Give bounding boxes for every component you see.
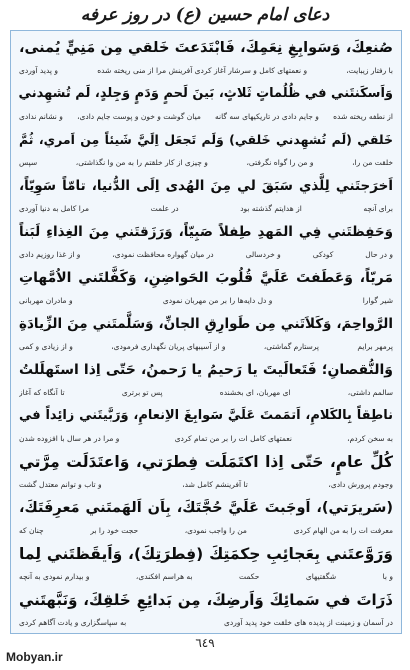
prayer-line	[19, 263, 393, 311]
arabic-text: مَريّاً، وَعَطَفتَ عَلَيَّ قُلُوبَ الحَواضِنِ، وَكَفَّلتَني الاُمَّهاتِ	[19, 270, 393, 286]
translation-segment: و با	[382, 572, 393, 581]
translation-segment: و از غذا روزیم دادی	[19, 250, 81, 259]
translation-segment: و بیدارم نمودی به آنچه	[19, 572, 90, 581]
persian-translation	[19, 248, 393, 262]
translation-segment: سالمم داشتی،	[347, 388, 393, 397]
prayer-text-panel	[10, 30, 402, 634]
translation-segment: من را واجب نمودی،	[184, 526, 247, 535]
translation-segment: و مادران مهربانی	[19, 296, 73, 305]
translation-segment: در آسمان و زمینت از پدیده های خلقت خود پدید آوردی	[224, 618, 393, 627]
persian-translation	[19, 570, 393, 584]
persian-translation	[19, 386, 393, 400]
translation-segment: و تاب و توانم معتدل گشت	[19, 480, 102, 489]
translation-segment: میان گوشت و خون و پوست جایم دادی،	[77, 112, 201, 121]
translation-segment: به سخن کردم،	[347, 434, 393, 443]
translation-segment: پرستارم گماشتی،	[263, 342, 320, 351]
prayer-line	[19, 401, 393, 449]
translation-segment: نعمتهای کامل ات را بر من تمام کردی	[174, 434, 292, 443]
translation-segment: در علمت	[150, 204, 179, 213]
page-header	[0, 0, 410, 30]
translation-segment: در میان گهواره محافظت نمودی،	[112, 250, 214, 259]
persian-translation	[19, 156, 393, 170]
translation-segment: سپس	[19, 158, 38, 167]
translation-segment: تا آنگاه که آغاز	[19, 388, 65, 397]
translation-segment: و دل دایه‌ها را بر من مهربان نمودی	[162, 296, 273, 305]
prayer-line	[19, 171, 393, 219]
translation-segment: و در حال	[365, 250, 393, 259]
translation-segment: ای مهربان، ای بخشنده	[219, 388, 291, 397]
site-watermark: Mobyan.ir	[6, 650, 63, 664]
prayer-line	[19, 585, 393, 633]
persian-translation	[19, 64, 393, 78]
prayer-line	[19, 217, 393, 265]
translation-segment: و از آسیبهای پریان نگهداری فرمودی،	[111, 342, 226, 351]
translation-segment: مرا کامل به دنیا آوردی	[19, 204, 89, 213]
prayer-line	[19, 309, 393, 357]
prayer-line	[19, 539, 393, 587]
persian-translation	[19, 110, 393, 124]
prayer-line	[19, 447, 393, 495]
translation-segment: حجت خود را بر	[90, 526, 139, 535]
translation-segment: و جایم دادی در تاریکیهای سه گانه	[215, 112, 319, 121]
translation-segment: شیر گوارا	[362, 296, 393, 305]
translation-segment: و از زیادی و کمی	[19, 342, 73, 351]
translation-segment: و پدید آوردی	[19, 66, 58, 75]
prayer-line	[19, 33, 393, 81]
translation-segment: و نشانم ندادی	[19, 112, 63, 121]
translation-segment: چنان که	[19, 526, 44, 535]
persian-translation	[19, 478, 393, 492]
arabic-text: الرَّواحِمَ، وَكَلاَتَني مِن طَوارِقِ الجانِّ، وَسَلَّمتَني مِنَ الزِّيادَةِ	[19, 316, 393, 332]
translation-segment: کودکی	[312, 250, 334, 259]
arabic-text: كُلِّ عامٍ، حَتّى اِذا اكتَمَلَت فِطرَتي، وَاعتَدَلَت مِرَّتي	[19, 453, 393, 471]
persian-translation	[19, 340, 393, 354]
arabic-text: صُنعِكَ، وَسَوابِغِ نِعَمِكَ، فَابْتَدَعتَ خَلقي مِن مَنِيٍّ يُمنى،	[19, 40, 393, 56]
translation-segment: و خردسالی	[245, 250, 281, 259]
persian-translation	[19, 524, 393, 538]
translation-segment: تا آفرینشم کامل شد،	[182, 480, 248, 489]
arabic-text: وَرَوَّعتَني بِعَجائِبِ حِكمَتِكَ (فِطرَتِكَ)، وَاَيقَظتَني لِما	[19, 545, 393, 563]
translation-segment: برای آنچه	[363, 204, 393, 213]
arabic-text: وَالنُّقصانِ؛ فَتَعالَيتَ يا رَحيمُ يا رَحمنُ، حَتّى اِذا استَهلَلتُ	[19, 362, 393, 378]
translation-segment: وجودم پرورش دادی،	[328, 480, 393, 489]
prayer-line	[19, 79, 393, 127]
translation-segment: و نعمتهای کامل و سرشار آغاز کردی آفرینش مرا از منی ریخته شده	[97, 66, 308, 75]
translation-segment: حکمت	[238, 572, 260, 581]
translation-segment: از نطفه ریخته شده	[333, 112, 393, 121]
translation-segment: معرفت ات را به من الهام کردی	[293, 526, 393, 535]
arabic-text: اَخرَجتَني لِلَّذي سَبَقَ لي مِنَ الهُدى اِلَى الدُّنيا، تامّاً سَوِيّاً،	[19, 178, 393, 194]
translation-segment: و مرا در هر سال با افزوده شدن	[19, 434, 120, 443]
translation-segment: پس تو برتری	[121, 388, 163, 397]
persian-translation	[19, 616, 393, 630]
arabic-text: خَلقي (لَم تُشهِدني خَلقي) وَلَم تَجعَل اِلَيَّ شَيئاً مِن اَمري، ثُمَّ	[19, 132, 393, 147]
translation-segment: شگفتیهای	[305, 572, 337, 581]
translation-segment: و من را گواه نگرفتی،	[246, 158, 314, 167]
arabic-text: وَحَفِظتَني فِي المَهدِ طِفلاً صَبِيّاً، وَرَزَقتَني مِنَ الغِذاءِ لَبَناً	[19, 224, 393, 240]
arabic-text: ناطِقاً بِالكَلامِ، اَتمَمتَ عَلَيَّ سَوابِغَ الاِنعامِ، وَرَبَّيتَني زائِداً في	[19, 408, 393, 423]
translation-segment: پرمهر برایم	[357, 342, 393, 351]
translation-segment: از هدایتم گذشته بود	[240, 204, 302, 213]
translation-segment: و چیزی از کار خلقتم را به من وا نگذاشتی،	[75, 158, 208, 167]
prayer-line	[19, 355, 393, 403]
translation-segment: خلقت من را،	[352, 158, 393, 167]
persian-translation	[19, 294, 393, 308]
translation-segment: به هراسم افکندی،	[135, 572, 193, 581]
persian-translation	[19, 432, 393, 446]
prayer-line	[19, 125, 393, 173]
persian-translation	[19, 202, 393, 216]
arabic-text: (سَريرَتي)، اَوجَبتَ عَلَيَّ حُجَّتَكَ، بِاَن اَلهَمتَني مَعرِفَتَكَ،	[19, 500, 393, 516]
prayer-line	[19, 493, 393, 541]
page-title: دعای امام حسین (ع) در روز عرفه	[80, 5, 330, 25]
arabic-text: ذَرَاتَ في سَمائِكَ وَاَرضِكَ، مِن بَدائِعِ خَلقِكَ، وَنَبَّهتَني	[19, 591, 393, 609]
translation-segment: با رفتار زیبایت،	[346, 66, 393, 75]
translation-segment: به سپاسگزاری و یادت آگاهم کردی	[19, 618, 127, 627]
arabic-text: وَاَسكَنتَني في ظُلُماتٍ ثَلاثٍ، بَينَ لَحمٍ وَدَمٍ وَجِلدٍ، لَم تُشهِدني	[19, 86, 393, 101]
page-number: ٦٤٩	[195, 636, 215, 650]
